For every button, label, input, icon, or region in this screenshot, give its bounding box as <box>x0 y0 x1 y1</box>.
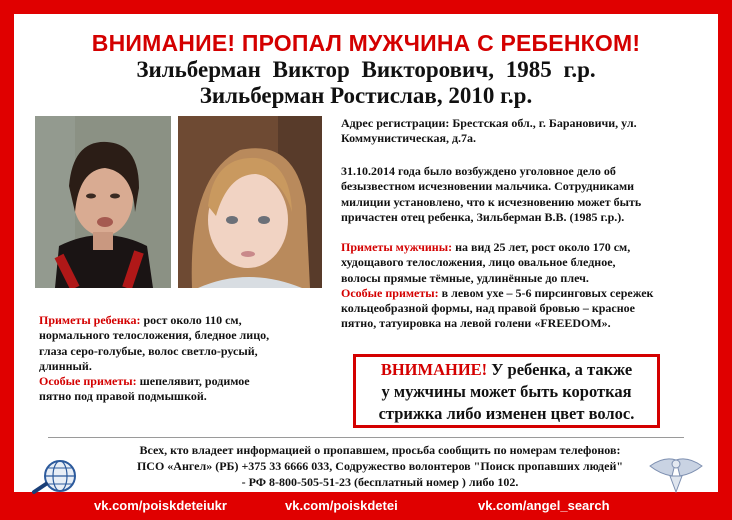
male-special-label: Особые приметы: <box>341 285 439 300</box>
male-label: Приметы мужчины: <box>341 240 453 254</box>
contact-line: ПСО «Ангел» (РБ) +375 33 6666 033, Содружество волонтеров "Поиск пропавших людей" <box>136 459 624 473</box>
footer-link-poiskdeteiukr[interactable]: vk.com/poiskdeteiukr <box>94 498 227 513</box>
child-name: Зильберман Ростислав, 2010 г.р. <box>199 83 533 108</box>
registration-address <box>341 116 713 147</box>
contact-info <box>70 442 690 490</box>
child-special-label: Особые приметы: <box>39 374 137 389</box>
case-line: причастен отец ребенка, Зильберман В.В. (1985 г.р.). <box>341 209 625 224</box>
male-line: волосы прямые тёмные, удлинённые до плеч. <box>341 270 589 285</box>
headline: ВНИМАНИЕ! ПРОПАЛ МУЖЧИНА С РЕБЕНКОМ! <box>91 30 641 56</box>
man-photo <box>35 116 171 288</box>
warning-label: ВНИМАНИЕ! <box>380 360 488 379</box>
warning-line: стрижка либо изменен цвет волос. <box>378 404 635 423</box>
contact-line: Всех, кто владеет информацией о пропавшем, просьба сообщить по номерам телефонов: <box>139 443 621 457</box>
male-line: Приметы мужчины: на вид 25 лет, рост около 170 см, <box>341 240 631 254</box>
man-name: Зильберман Виктор Викторович, 1985 г.р. <box>136 57 596 82</box>
child-description <box>39 313 329 405</box>
case-line: милиции установлено, что к исчезновению может быть <box>341 194 642 209</box>
male-line: худощавого телосложения, лицо овальное бледное, <box>341 255 616 270</box>
male-line: пятно, татуировка на левой голени «FREEDOM». <box>341 316 611 331</box>
divider <box>48 437 684 438</box>
contact-line: - РФ 8-800-505-51-23 (бесплатный номер ) либо 102. <box>241 475 519 489</box>
case-line: безызвестном исчезновении мальчика. Сотрудниками <box>341 179 635 194</box>
male-line: кольцеобразной формы, над правой бровью – красное <box>341 301 635 316</box>
child-line: Особые приметы: шепелявит, родимое <box>39 374 250 389</box>
child-photo <box>178 116 322 288</box>
address-line: Коммунистическая, д.7а. <box>341 131 477 146</box>
case-description <box>341 164 713 225</box>
child-line: нормального телосложения, бледное лицо, <box>39 328 270 343</box>
child-line: длинный. <box>39 358 92 373</box>
child-line: пятно под правой подмышкой. <box>39 389 207 404</box>
footer-link-poiskdetei[interactable]: vk.com/poiskdetei <box>285 498 398 513</box>
warning-box: ВНИМАНИЕ! У ребенка, а также у мужчины может быть короткая стрижка либо изменен цвет волос. <box>353 354 660 428</box>
footer-link-angel-search[interactable]: vk.com/angel_search <box>478 498 610 513</box>
child-line: Приметы ребенка: рост около 110 см, <box>39 313 242 327</box>
male-description <box>341 240 713 332</box>
warning-line: у мужчины может быть короткая <box>381 382 632 401</box>
child-line: глаза серо-голубые, волос светло-русый, <box>39 343 258 358</box>
male-line: Особые приметы: в левом ухе – 5-6 пирсинговых сережек <box>341 285 654 300</box>
case-line: 31.10.2014 года было возбуждено уголовное дело об <box>341 164 616 178</box>
address-line: Адрес регистрации: Брестская обл., г. Барановичи, ул. <box>341 116 637 130</box>
footer-links <box>0 493 732 520</box>
child-label: Приметы ребенка: <box>39 313 141 327</box>
